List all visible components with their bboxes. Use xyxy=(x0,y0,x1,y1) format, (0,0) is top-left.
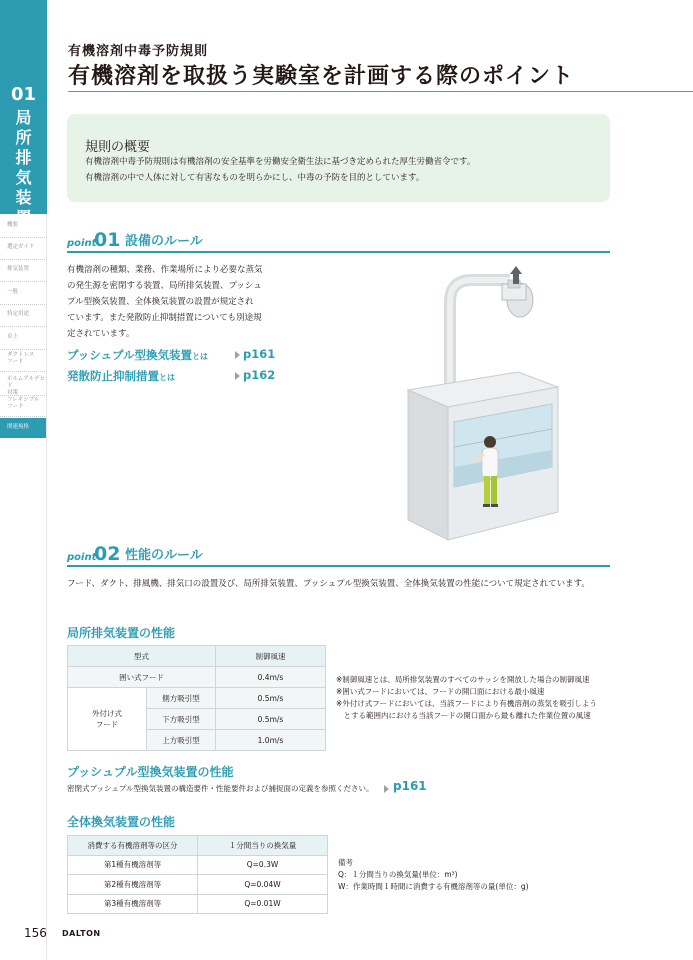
point-01-heading xyxy=(67,229,610,253)
note-line: ※制御風速とは、局所排気装置のすべてのサッシを開放した場合の制御風速 xyxy=(336,675,590,684)
page-number: 156 xyxy=(24,926,47,940)
table-cell: 側方吸引型 xyxy=(147,688,216,709)
general-ventilation-table xyxy=(67,835,610,914)
table-cell: 0.4m/s xyxy=(216,667,326,688)
sidebar-item-general[interactable]: 一般 xyxy=(0,289,47,305)
body-line: 定されています。 xyxy=(67,329,135,339)
ref-link-diffusion[interactable] xyxy=(67,368,297,384)
ref-suffix: とは xyxy=(159,373,175,382)
chapter-title-char: 排 xyxy=(15,148,32,167)
point-02-body: フード、ダクト、排風機、排気口の設置及び、局所排気装置、プッシュプル型換気装置、全体換気装置の性能について規定されています。 xyxy=(67,579,590,589)
note-line: 備考 xyxy=(338,857,353,867)
table-cell: 第1種有機溶剤等 xyxy=(68,855,198,875)
sidebar xyxy=(0,0,47,960)
overview-box xyxy=(67,114,610,202)
table-cell: 下方吸引型 xyxy=(147,709,216,730)
note-line: ※囲い式フードにおいては、フードの開口面における最小風速 xyxy=(336,687,545,696)
local-exhaust-table xyxy=(67,645,610,751)
note-line: とする範囲内における当該フードの開口面から最も離れた作業位置の風速 xyxy=(336,711,591,720)
table-header: 型式 xyxy=(68,646,216,667)
local-exhaust-notes xyxy=(326,646,611,751)
point-number: 02 xyxy=(94,543,121,565)
table-cell: 0.5m/s xyxy=(216,709,326,730)
body-line: ています。また発散防止抑制措置についても別途規 xyxy=(67,313,262,323)
sidebar-item-related-standards[interactable]: 関連規格 xyxy=(0,418,47,438)
sidebar-item-ductless[interactable]: ダクトレス フード xyxy=(0,352,47,372)
chapter-title-char: 局 xyxy=(15,108,32,127)
triangle-arrow-icon xyxy=(235,351,240,359)
table-cell: Q=0.3W xyxy=(198,855,328,875)
local-exhaust-heading: 局所排気装置の性能 xyxy=(67,626,176,640)
sidebar-divider xyxy=(46,214,47,960)
page-title: 有機溶剤を取扱う実験室を計画する際のポイント xyxy=(68,64,575,89)
ref-label: 発散防止抑制措置 xyxy=(67,369,159,383)
table-cell: 0.5m/s xyxy=(216,688,326,709)
title-divider xyxy=(68,91,693,92)
triangle-arrow-icon xyxy=(235,372,240,380)
table-cell: 1.0m/s xyxy=(216,730,326,751)
sidebar-item-selection-guide[interactable]: 選定ガイド xyxy=(0,244,47,260)
regulation-name: 有機溶剤中毒予防規則 xyxy=(68,44,209,59)
note-line: ※外付け式フードにおいては、当該フードにより有機溶剤の蒸気を吸引しよう xyxy=(336,699,597,708)
point-title: 設備のルール xyxy=(125,234,203,249)
table-cell: 第2種有機溶剤等 xyxy=(68,875,198,895)
body-line: プル型換気装置、全体換気装置の設置が規定され xyxy=(67,297,254,307)
overview-line: 有機溶剤中毒予防規則は有機溶剤の安全基準を労働安全衛生法に基づき定められた厚生労働省令です。 xyxy=(85,157,476,167)
point-word: point xyxy=(67,238,97,249)
chapter-number: 01 xyxy=(10,84,37,105)
table-cell: Q=0.01W xyxy=(198,894,328,914)
chapter-title-char: 気 xyxy=(15,168,32,187)
sidebar-item-overview[interactable]: 概要 xyxy=(0,222,47,238)
overview-title: 規則の概要 xyxy=(85,140,151,155)
table-header: 消費する有機溶剤等の区分 xyxy=(68,836,198,856)
ref-suffix: とは xyxy=(192,352,209,361)
point-word: point xyxy=(67,552,97,563)
table-cell: 第3種有機溶剤等 xyxy=(68,894,198,914)
pushpull-heading: プッシュプル型換気装置の性能 xyxy=(67,765,234,779)
sidebar-item-special-use[interactable]: 特定用途 xyxy=(0,311,47,327)
chapter-title-char: 装 xyxy=(15,188,32,207)
pushpull-text: 密閉式プッシュプル型換気装置の構造要件・性能要件および捕捉面の定義を参照ください。 xyxy=(67,784,374,793)
body-line: の発生源を密閉する装置、局所排気装置、プッシュ xyxy=(67,281,262,291)
table-cell: 囲い式フード xyxy=(68,667,216,688)
table-header: １分間当りの換気量 xyxy=(198,836,328,856)
pushpull-page-link[interactable]: p161 xyxy=(393,779,427,793)
point-title: 性能のルール xyxy=(125,548,203,563)
fume-hood-illustration xyxy=(398,262,578,542)
chapter-title-char: 所 xyxy=(15,128,32,147)
general-ventilation-notes xyxy=(328,836,611,914)
ref-page: p162 xyxy=(243,368,276,382)
general-ventilation-heading: 全体換気装置の性能 xyxy=(67,815,176,829)
point-02-heading xyxy=(67,543,610,567)
sidebar-item-formaldehyde[interactable]: ホルムアルデヒド 対策 xyxy=(0,376,47,396)
sidebar-item-exhaust[interactable]: 排気装置 xyxy=(0,266,47,282)
table-cell: Q=0.04W xyxy=(198,875,328,895)
chapter-title xyxy=(0,108,47,228)
note-line: W：作業時間１時間に消費する有機溶剤等の量(単位：g) xyxy=(338,881,529,891)
brand-logo: DALTON xyxy=(62,929,101,938)
body-line: 有機溶剤の種類、業務、作業場所により必要な蒸気 xyxy=(67,265,263,275)
note-line: Q：１分間当りの換気量(単位：m³) xyxy=(338,869,458,879)
point-01-body xyxy=(67,262,300,342)
table-header: 制御風速 xyxy=(216,646,326,667)
overview-line: 有機溶剤の中で人体に対して有害なものを明らかにし、中毒の予防を目的としています。 xyxy=(85,173,425,183)
point-number: 01 xyxy=(94,229,121,251)
table-header-row xyxy=(68,836,611,856)
chapter-title-char: 置 xyxy=(15,208,32,227)
ref-page: p161 xyxy=(243,347,276,361)
table-header-row xyxy=(68,646,611,667)
table-cell: 上方吸引型 xyxy=(147,730,216,751)
sidebar-item-desktop[interactable]: 卓上 xyxy=(0,334,47,350)
ref-label: プッシュプル型換気装置 xyxy=(67,348,193,362)
triangle-arrow-icon xyxy=(384,785,389,793)
table-cell: 外付け式 フード xyxy=(68,688,147,751)
ref-link-pushpull[interactable] xyxy=(67,347,297,363)
sidebar-item-flexible[interactable]: フレキシブル フード xyxy=(0,397,47,417)
